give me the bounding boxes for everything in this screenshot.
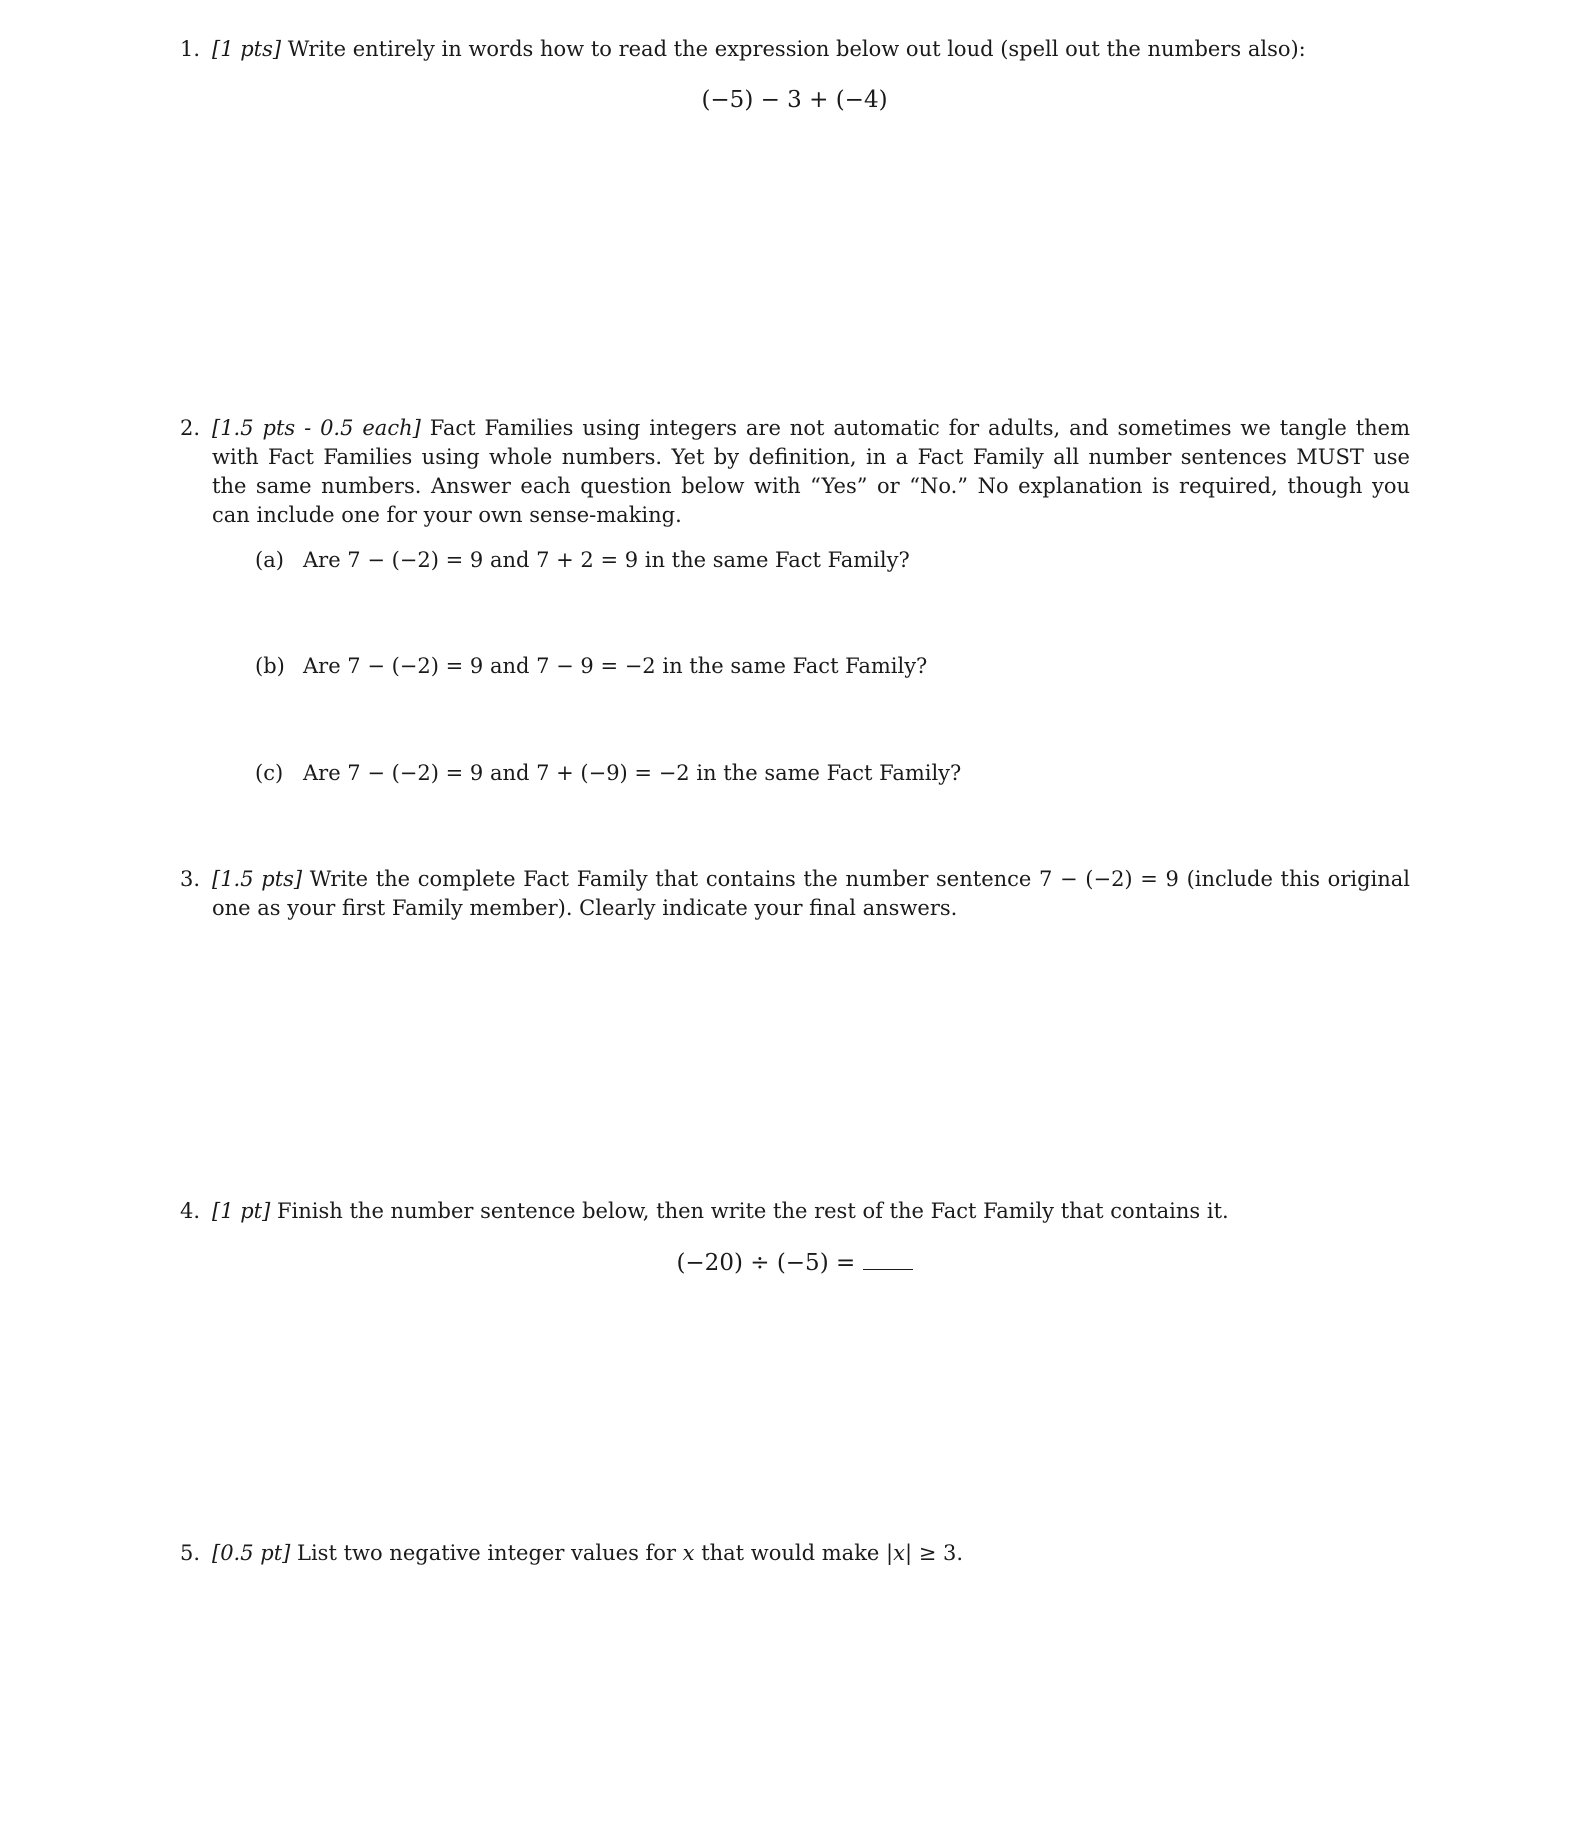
question-2c <box>255 759 961 788</box>
question-text: List two negative integer values for <box>290 1541 683 1565</box>
subquestion-label: (b) <box>255 654 285 678</box>
question-text: Write entirely in words how to read the expression below out loud (spell out the numbers also): <box>281 37 1306 61</box>
question-number: 5. <box>180 1541 201 1565</box>
question-number: 2. <box>180 416 201 440</box>
points-label: [0.5 pt] <box>212 1541 291 1565</box>
points-label: [1.5 pts] <box>212 867 303 891</box>
subquestion-text: Are 7 − (−2) = 9 and 7 + 2 = 9 in the same Fact Family? <box>303 548 910 572</box>
division-sentence: (−20) ÷ (−5) = <box>676 1250 856 1276</box>
points-label: [1 pts] <box>212 37 282 61</box>
question-2a <box>255 546 910 575</box>
variable-x: x <box>893 1541 905 1565</box>
question-4-expression <box>0 1248 1589 1278</box>
question-3 <box>180 865 1410 923</box>
question-text: Write the complete Fact Family that contains the number sentence 7 − (−2) = 9 (include this original <box>302 867 1410 891</box>
question-text: Fact Families using integers are not automatic for adults, and sometimes we tangle them <box>420 416 1410 440</box>
question-5-prompt <box>212 1539 1410 1568</box>
question-1-expression: (−5) − 3 + (−4) <box>701 87 888 113</box>
question-number: 1. <box>180 37 201 61</box>
question-2b <box>255 652 927 681</box>
question-number: 3. <box>180 867 201 891</box>
question-number: 4. <box>180 1199 201 1223</box>
variable-x: x <box>682 1541 695 1565</box>
question-text-end: | ≥ 3. <box>904 1541 964 1565</box>
subquestion-text: Are 7 − (−2) = 9 and 7 − 9 = −2 in the same Fact Family? <box>303 654 928 678</box>
subquestion-label: (a) <box>255 548 284 572</box>
question-2 <box>180 414 1410 530</box>
subquestion-label: (c) <box>255 761 284 785</box>
question-1 <box>180 35 1410 64</box>
question-text-middle: that would make | <box>694 1541 894 1565</box>
question-2-line-3: the same numbers. Answer each question below with “Yes” or “No.” No explanation is required, though you <box>212 474 1410 498</box>
question-5 <box>180 1539 1410 1568</box>
question-1-prompt <box>212 35 1410 64</box>
question-3-line-2: one as your first Family member). Clearly indicate your final answers. <box>212 896 958 920</box>
question-4-prompt <box>212 1197 1410 1226</box>
question-3-line-1 <box>212 865 1410 894</box>
question-2-line-4: can include one for your own sense-making. <box>212 503 682 527</box>
points-label: [1.5 pts - 0.5 each] <box>212 416 421 440</box>
question-4 <box>180 1197 1410 1226</box>
subquestion-text: Are 7 − (−2) = 9 and 7 + (−9) = −2 in the same Fact Family? <box>303 761 962 785</box>
question-text: Finish the number sentence below, then write the rest of the Fact Family that contains it. <box>270 1199 1229 1223</box>
answer-blank <box>863 1249 913 1270</box>
points-label: [1 pt] <box>212 1199 271 1223</box>
question-2-line-1 <box>212 414 1410 443</box>
question-2-line-2: with Fact Families using whole numbers. Yet by definition, in a Fact Family all number sentences MUST use <box>212 445 1410 469</box>
